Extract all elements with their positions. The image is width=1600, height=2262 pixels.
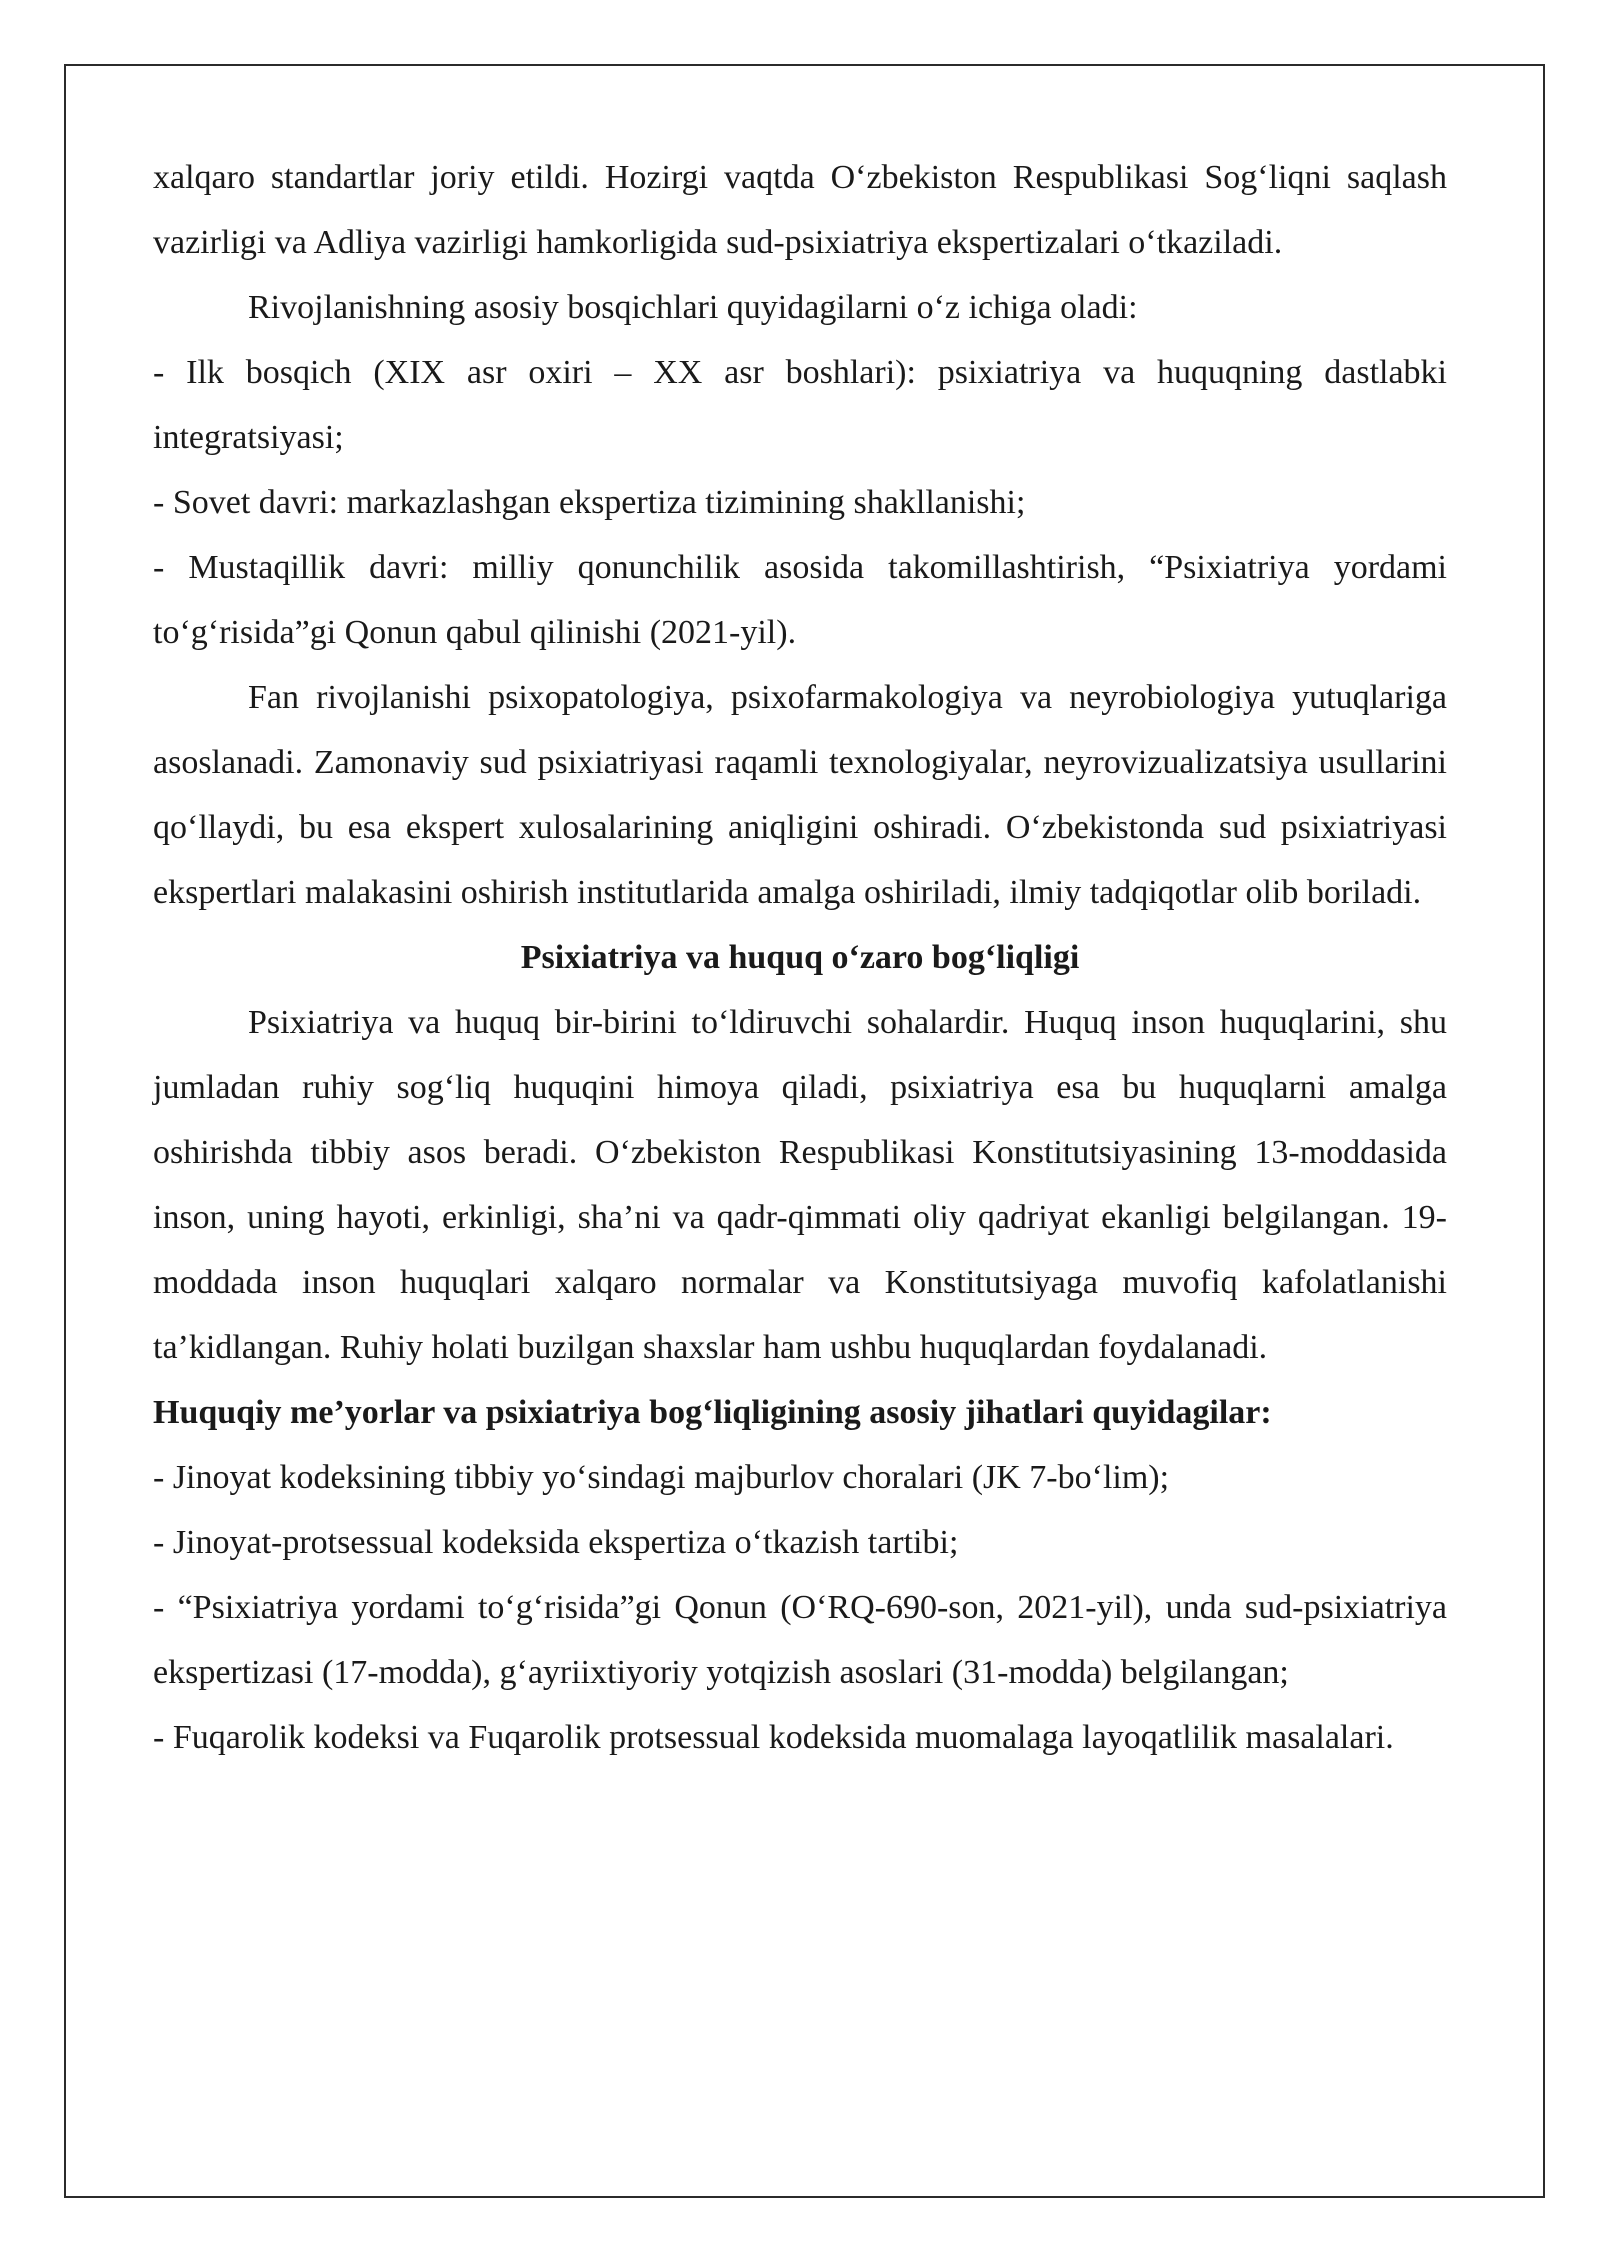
- list-item-stage-3: - Mustaqillik davri: milliy qonunchilik asosida takomillashtirish, “Psixiatriya yordami to‘g‘risida”gi Qonun qabul qilinishi (2021-yil).: [153, 549, 1447, 651]
- list-item-stage-1: - Ilk bosqich (XIX asr oxiri – XX asr boshlari): psixiatriya va huquqning dastlabki integratsiyasi;: [153, 354, 1447, 456]
- aspects-heading: Huquqiy me’yorlar va psixiatriya bog‘liqligining asosiy jihatlari quyidagilar:: [153, 1394, 1272, 1431]
- list-item-stage-2: - Sovet davri: markazlashgan ekspertiza tizimining shakllanishi;: [153, 484, 1026, 521]
- section-heading: Psixiatriya va huquq o‘zaro bog‘liqligi: [520, 939, 1080, 976]
- list-item-aspect-3: - “Psixiatriya yordami to‘g‘risida”gi Qonun (O‘RQ-690-son, 2021-yil), unda sud-psixiatriya ekspertizasi (17-modda), g‘ayriixtiyoriy yotqizish asoslari (31-modda) belgilangan;: [153, 1589, 1447, 1691]
- document-body: [153, 145, 1447, 1770]
- list-item-aspect-2: - Jinoyat-protsessual kodeksida ekspertiza o‘tkazish tartibi;: [153, 1524, 959, 1561]
- list-item-aspect-1: - Jinoyat kodeksining tibbiy yo‘sindagi majburlov choralari (JK 7-bo‘lim);: [153, 1459, 1170, 1496]
- paragraph-intro: xalqaro standartlar joriy etildi. Hozirgi vaqtda O‘zbekiston Respublikasi Sog‘liqni saqlash vazirligi va Adliya vazirligi hamkorligida sud-psixiatriya ekspertizalari o‘tkaziladi.: [153, 159, 1447, 261]
- list-item-aspect-4: - Fuqarolik kodeksi va Fuqarolik protsessual kodeksida muomalaga layoqatlilik masalalari.: [153, 1719, 1394, 1756]
- paragraph-psychiatry-law: Psixiatriya va huquq bir-birini to‘ldiruvchi sohalardir. Huquq inson huquqlarini, shu jumladan ruhiy sog‘liq huquqini himoya qiladi, psixiatriya esa bu huquqlarni amalga oshirishda tibbiy asos beradi. O‘zbekiston Respublikasi Konstitutsiyasining 13-moddasida inson, uning hayoti, erkinligi, sha’ni va qadr-qimmati oliy qadriyat ekanligi belgilangan. 19-moddada inson huquqlari xalqaro normalar va Konstitutsiyaga muvofiq kafolatlanishi ta’kidlangan. Ruhiy holati buzilgan shaxslar ham ushbu huquqlardan foydalanadi.: [153, 1004, 1447, 1366]
- paragraph-science-development: Fan rivojlanishi psixopatologiya, psixofarmakologiya va neyrobiologiya yutuqlariga asoslanadi. Zamonaviy sud psixiatriyasi raqamli texnologiyalar, neyrovizualizatsiya usullarini qo‘llaydi, bu esa ekspert xulosalarining aniqligini oshiradi. O‘zbekistonda sud psixiatriyasi ekspertlari malakasini oshirish institutlarida amalga oshiriladi, ilmiy tadqiqotlar olib boriladi.: [153, 679, 1447, 911]
- paragraph-stages-intro: Rivojlanishning asosiy bosqichlari quyidagilarni o‘z ichiga oladi:: [248, 289, 1138, 326]
